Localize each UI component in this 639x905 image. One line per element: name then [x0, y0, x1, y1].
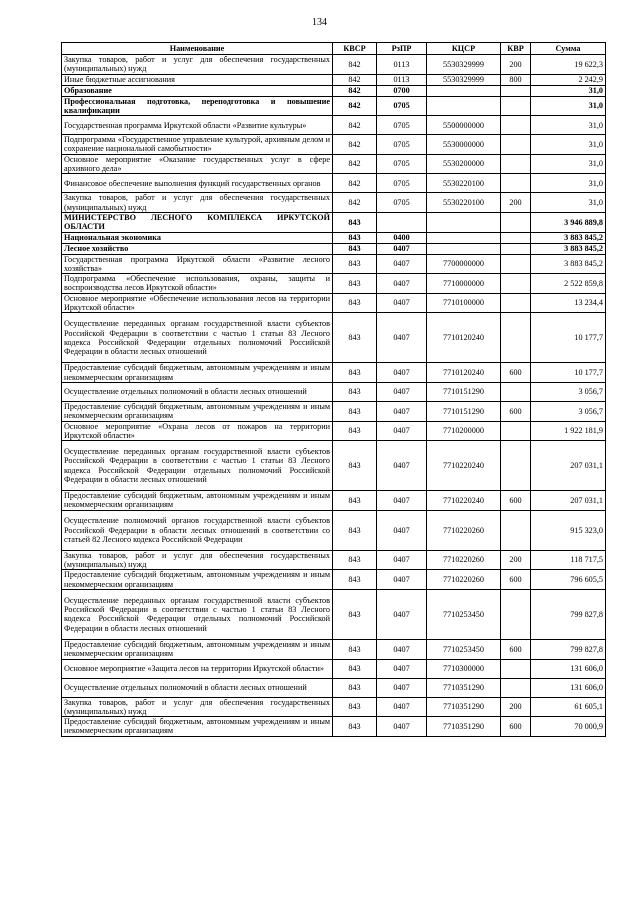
table-row	[62, 570, 606, 590]
row-kvsr: 843	[333, 232, 377, 243]
row-kcsr: 7710120240	[427, 363, 501, 383]
row-kcsr: 5530220100	[427, 193, 501, 213]
row-rzpr: 0407	[377, 254, 427, 274]
table-body	[62, 55, 606, 737]
row-rzpr: 0407	[377, 401, 427, 421]
row-sum: 31,0	[531, 193, 606, 213]
row-rzpr: 0407	[377, 293, 427, 313]
table-row	[62, 274, 606, 294]
page-number: 134	[312, 17, 327, 28]
row-kvr	[501, 174, 531, 193]
row-sum: 13 234,4	[531, 293, 606, 313]
row-sum: 31,0	[531, 116, 606, 135]
row-name: Предоставление субсидий бюджетным, автономным учреждениям и иным некоммерческим организациям	[62, 570, 333, 590]
row-sum: 31,0	[531, 174, 606, 193]
row-name: Национальная экономика	[62, 232, 333, 243]
table-row	[62, 74, 606, 85]
row-kvsr: 843	[333, 243, 377, 254]
row-rzpr: 0705	[377, 193, 427, 213]
row-kvr	[501, 382, 531, 401]
row-kcsr: 7710300000	[427, 659, 501, 678]
row-kvr	[501, 274, 531, 294]
row-rzpr: 0705	[377, 96, 427, 116]
row-kcsr: 5530200000	[427, 154, 501, 174]
row-kvr: 200	[501, 193, 531, 213]
row-rzpr: 0700	[377, 85, 427, 96]
row-name: Основное мероприятие «Охрана лесов от пожаров на территории Иркутской области»	[62, 421, 333, 441]
row-rzpr: 0407	[377, 510, 427, 550]
row-kcsr: 7710100000	[427, 293, 501, 313]
table-row	[62, 550, 606, 570]
row-kvr	[501, 116, 531, 135]
row-name: Предоставление субсидий бюджетным, автономным учреждениям и иным некоммерческим организациям	[62, 717, 333, 737]
table-row	[62, 639, 606, 659]
row-kvsr: 843	[333, 510, 377, 550]
row-sum: 31,0	[531, 96, 606, 116]
row-kvr: 800	[501, 74, 531, 85]
row-kcsr	[427, 85, 501, 96]
row-kcsr: 7710220240	[427, 441, 501, 491]
row-rzpr	[377, 212, 427, 232]
header-rzpr: РзПР	[377, 43, 427, 55]
row-kvsr: 843	[333, 678, 377, 697]
table-row	[62, 678, 606, 697]
row-kcsr: 7710151290	[427, 401, 501, 421]
row-kcsr	[427, 243, 501, 254]
table-row	[62, 441, 606, 491]
row-name: Закупка товаров, работ и услуг для обеспечения государственных (муниципальных) нужд	[62, 55, 333, 75]
row-rzpr: 0407	[377, 659, 427, 678]
row-kcsr: 7710220260	[427, 510, 501, 550]
table-row	[62, 96, 606, 116]
row-kvr	[501, 313, 531, 363]
row-rzpr: 0705	[377, 154, 427, 174]
row-kvr	[501, 85, 531, 96]
table-row	[62, 135, 606, 155]
table-row	[62, 363, 606, 383]
row-kvr: 600	[501, 639, 531, 659]
row-sum: 2 242,9	[531, 74, 606, 85]
row-kvsr: 843	[333, 697, 377, 717]
table-row	[62, 85, 606, 96]
row-kcsr: 5530000000	[427, 135, 501, 155]
table-header-row	[62, 43, 606, 55]
row-sum: 207 031,1	[531, 491, 606, 511]
row-kvsr: 843	[333, 254, 377, 274]
row-kcsr: 5500000000	[427, 116, 501, 135]
table-row	[62, 243, 606, 254]
row-kvsr: 843	[333, 550, 377, 570]
row-name: Осуществление отдельных полномочий в области лесных отношений	[62, 678, 333, 697]
row-name: Предоставление субсидий бюджетным, автономным учреждениям и иным некоммерческим организациям	[62, 363, 333, 383]
row-name: Профессиональная подготовка, переподготовка и повышение квалификации	[62, 96, 333, 116]
row-sum: 31,0	[531, 85, 606, 96]
table-row	[62, 174, 606, 193]
row-kvr	[501, 421, 531, 441]
row-kcsr: 7710220240	[427, 491, 501, 511]
row-kvr: 600	[501, 717, 531, 737]
row-kvr: 600	[501, 401, 531, 421]
row-kvsr: 843	[333, 401, 377, 421]
table-row	[62, 55, 606, 75]
header-sum: Сумма	[531, 43, 606, 55]
row-name: Основное мероприятие «Оказание государственных услуг в сфере архивного дела»	[62, 154, 333, 174]
table-row	[62, 116, 606, 135]
row-rzpr: 0407	[377, 243, 427, 254]
row-rzpr: 0113	[377, 74, 427, 85]
row-name: Лесное хозяйство	[62, 243, 333, 254]
row-name: Осуществление переданных органам государственной власти субъектов Российской Федерации в соответствии с частью 1 статьи 83 Лесного кодекса Российской Федерации отдельных полномочий Российской Федерации в области лесных отношений	[62, 313, 333, 363]
row-name: Образование	[62, 85, 333, 96]
row-rzpr: 0407	[377, 421, 427, 441]
row-kvr	[501, 135, 531, 155]
row-rzpr: 0407	[377, 570, 427, 590]
row-kvr: 200	[501, 550, 531, 570]
row-name: Закупка товаров, работ и услуг для обеспечения государственных (муниципальных) нужд	[62, 193, 333, 213]
row-kcsr: 7710253450	[427, 589, 501, 639]
row-rzpr: 0407	[377, 717, 427, 737]
row-name: Государственная программа Иркутской области «Развитие культуры»	[62, 116, 333, 135]
row-sum: 10 177,7	[531, 363, 606, 383]
row-sum: 799 827,8	[531, 639, 606, 659]
row-sum: 118 717,5	[531, 550, 606, 570]
row-kvr	[501, 293, 531, 313]
row-kcsr: 7710120240	[427, 313, 501, 363]
row-kvr	[501, 659, 531, 678]
row-rzpr: 0407	[377, 697, 427, 717]
row-kvr: 600	[501, 491, 531, 511]
row-sum: 3 883 845,2	[531, 254, 606, 274]
table-row	[62, 659, 606, 678]
row-kvr	[501, 441, 531, 491]
row-kvsr: 842	[333, 74, 377, 85]
row-kvsr: 843	[333, 313, 377, 363]
row-name: Закупка товаров, работ и услуг для обеспечения государственных (муниципальных) нужд	[62, 550, 333, 570]
row-kvr	[501, 96, 531, 116]
table-row	[62, 293, 606, 313]
row-kvsr: 843	[333, 274, 377, 294]
row-rzpr: 0407	[377, 678, 427, 697]
row-kcsr: 7710351290	[427, 717, 501, 737]
row-kvr	[501, 678, 531, 697]
row-sum: 31,0	[531, 135, 606, 155]
table-row	[62, 697, 606, 717]
row-kvsr: 843	[333, 589, 377, 639]
row-kvsr: 843	[333, 293, 377, 313]
table-row	[62, 193, 606, 213]
row-name: Осуществление отдельных полномочий в области лесных отношений	[62, 382, 333, 401]
row-kvsr: 843	[333, 441, 377, 491]
row-kcsr: 7710200000	[427, 421, 501, 441]
table-row	[62, 313, 606, 363]
row-name: Государственная программа Иркутской области «Развитие лесного хозяйства»	[62, 254, 333, 274]
row-kvsr: 843	[333, 421, 377, 441]
row-kcsr	[427, 232, 501, 243]
row-rzpr: 0407	[377, 639, 427, 659]
row-rzpr: 0407	[377, 491, 427, 511]
row-sum: 3 883 845,2	[531, 243, 606, 254]
header-kcsr: КЦСР	[427, 43, 501, 55]
row-sum: 799 827,8	[531, 589, 606, 639]
row-kvsr: 843	[333, 659, 377, 678]
row-kvsr: 842	[333, 174, 377, 193]
row-name: Предоставление субсидий бюджетным, автономным учреждениям и иным некоммерческим организациям	[62, 401, 333, 421]
row-kvsr: 843	[333, 570, 377, 590]
row-sum: 915 323,0	[531, 510, 606, 550]
header-name: Наименование	[62, 43, 333, 55]
row-kcsr	[427, 212, 501, 232]
row-kvr	[501, 510, 531, 550]
row-kvsr: 842	[333, 96, 377, 116]
row-kcsr: 5530329999	[427, 55, 501, 75]
row-kcsr: 7710220260	[427, 550, 501, 570]
row-kcsr: 7710351290	[427, 697, 501, 717]
row-kvr: 600	[501, 363, 531, 383]
row-kvsr: 842	[333, 55, 377, 75]
row-rzpr: 0407	[377, 382, 427, 401]
row-kvr	[501, 243, 531, 254]
row-rzpr: 0705	[377, 116, 427, 135]
row-rzpr: 0705	[377, 174, 427, 193]
row-rzpr: 0407	[377, 313, 427, 363]
row-rzpr: 0705	[377, 135, 427, 155]
row-sum: 3 056,7	[531, 401, 606, 421]
table-row	[62, 232, 606, 243]
row-name: Подпрограмма «Обеспечение использования, охраны, защиты и воспроизводства лесов Иркутской области»	[62, 274, 333, 294]
row-kcsr: 7710253450	[427, 639, 501, 659]
row-kvsr: 843	[333, 491, 377, 511]
row-kvsr: 843	[333, 382, 377, 401]
row-name: Финансовое обеспечение выполнения функций государственных органов	[62, 174, 333, 193]
row-rzpr: 0407	[377, 550, 427, 570]
table-row	[62, 382, 606, 401]
row-kvr: 200	[501, 697, 531, 717]
row-sum: 131 606,0	[531, 659, 606, 678]
row-name: Предоставление субсидий бюджетным, автономным учреждениям и иным некоммерческим организациям	[62, 491, 333, 511]
row-rzpr: 0400	[377, 232, 427, 243]
row-name: Предоставление субсидий бюджетным, автономным учреждениям и иным некоммерческим организациям	[62, 639, 333, 659]
row-name: Основное мероприятие «Защита лесов на территории Иркутской области»	[62, 659, 333, 678]
row-kcsr: 7710000000	[427, 274, 501, 294]
row-kcsr	[427, 96, 501, 116]
row-kvsr: 842	[333, 154, 377, 174]
row-sum: 19 622,3	[531, 55, 606, 75]
row-name: Осуществление полномочий органов государственной власти субъектов Российской Федерации в области лесных отношений в соответствии со статьей 82 Лесного кодекса Российской Федерации	[62, 510, 333, 550]
table-row	[62, 491, 606, 511]
row-kvr	[501, 232, 531, 243]
row-name: Иные бюджетные ассигнования	[62, 74, 333, 85]
table-row	[62, 717, 606, 737]
row-kvr: 200	[501, 55, 531, 75]
row-kvsr: 842	[333, 135, 377, 155]
row-kcsr: 7710351290	[427, 678, 501, 697]
row-kvsr: 843	[333, 212, 377, 232]
row-kvsr: 843	[333, 717, 377, 737]
row-kcsr: 7710151290	[427, 382, 501, 401]
table-row	[62, 212, 606, 232]
row-kvr	[501, 212, 531, 232]
row-kvr	[501, 154, 531, 174]
row-rzpr: 0407	[377, 274, 427, 294]
row-rzpr: 0407	[377, 441, 427, 491]
row-kvsr: 842	[333, 116, 377, 135]
row-kvr	[501, 589, 531, 639]
row-kvsr: 843	[333, 363, 377, 383]
row-sum: 796 605,5	[531, 570, 606, 590]
row-name: Закупка товаров, работ и услуг для обеспечения государственных (муниципальных) нужд	[62, 697, 333, 717]
row-rzpr: 0407	[377, 589, 427, 639]
row-sum: 61 605,1	[531, 697, 606, 717]
row-sum: 31,0	[531, 154, 606, 174]
row-sum: 3 883 845,2	[531, 232, 606, 243]
row-sum: 207 031,1	[531, 441, 606, 491]
row-sum: 2 522 859,8	[531, 274, 606, 294]
row-kvsr: 842	[333, 85, 377, 96]
row-kvsr: 842	[333, 193, 377, 213]
table-row	[62, 401, 606, 421]
table-row	[62, 510, 606, 550]
row-sum: 1 922 181,9	[531, 421, 606, 441]
row-sum: 3 946 889,8	[531, 212, 606, 232]
row-kcsr: 5530220100	[427, 174, 501, 193]
row-rzpr: 0113	[377, 55, 427, 75]
header-kvr: КВР	[501, 43, 531, 55]
row-name: МИНИСТЕРСТВО ЛЕСНОГО КОМПЛЕКСА ИРКУТСКОЙ ОБЛАСТИ	[62, 212, 333, 232]
row-kcsr: 7710220260	[427, 570, 501, 590]
row-sum: 70 000,9	[531, 717, 606, 737]
row-name: Основное мероприятие «Обеспечение использования лесов на территории Иркутской области»	[62, 293, 333, 313]
row-sum: 3 056,7	[531, 382, 606, 401]
row-rzpr: 0407	[377, 363, 427, 383]
table-row	[62, 421, 606, 441]
row-name: Осуществление переданных органам государственной власти субъектов Российской Федерации в соответствии с частью 1 статьи 83 Лесного кодекса Российской Федерации отдельных полномочий Российской Федерации в области лесных отношений	[62, 441, 333, 491]
budget-table	[61, 42, 606, 737]
header-kvsr: КВСР	[333, 43, 377, 55]
row-sum: 131 606,0	[531, 678, 606, 697]
table-row	[62, 254, 606, 274]
table-row	[62, 154, 606, 174]
row-name: Подпрограмма «Государственное управление культурой, архивным делом и сохранение национальной самобытности»	[62, 135, 333, 155]
row-kcsr: 7700000000	[427, 254, 501, 274]
row-kvr	[501, 254, 531, 274]
row-sum: 10 177,7	[531, 313, 606, 363]
table-row	[62, 589, 606, 639]
row-kvsr: 843	[333, 639, 377, 659]
row-name: Осуществление переданных органам государственной власти субъектов Российской Федерации в соответствии с частью 1 статьи 83 Лесного кодекса Российской Федерации отдельных полномочий Российской Федерации в области лесных отношений	[62, 589, 333, 639]
row-kvr: 600	[501, 570, 531, 590]
row-kcsr: 5530329999	[427, 74, 501, 85]
